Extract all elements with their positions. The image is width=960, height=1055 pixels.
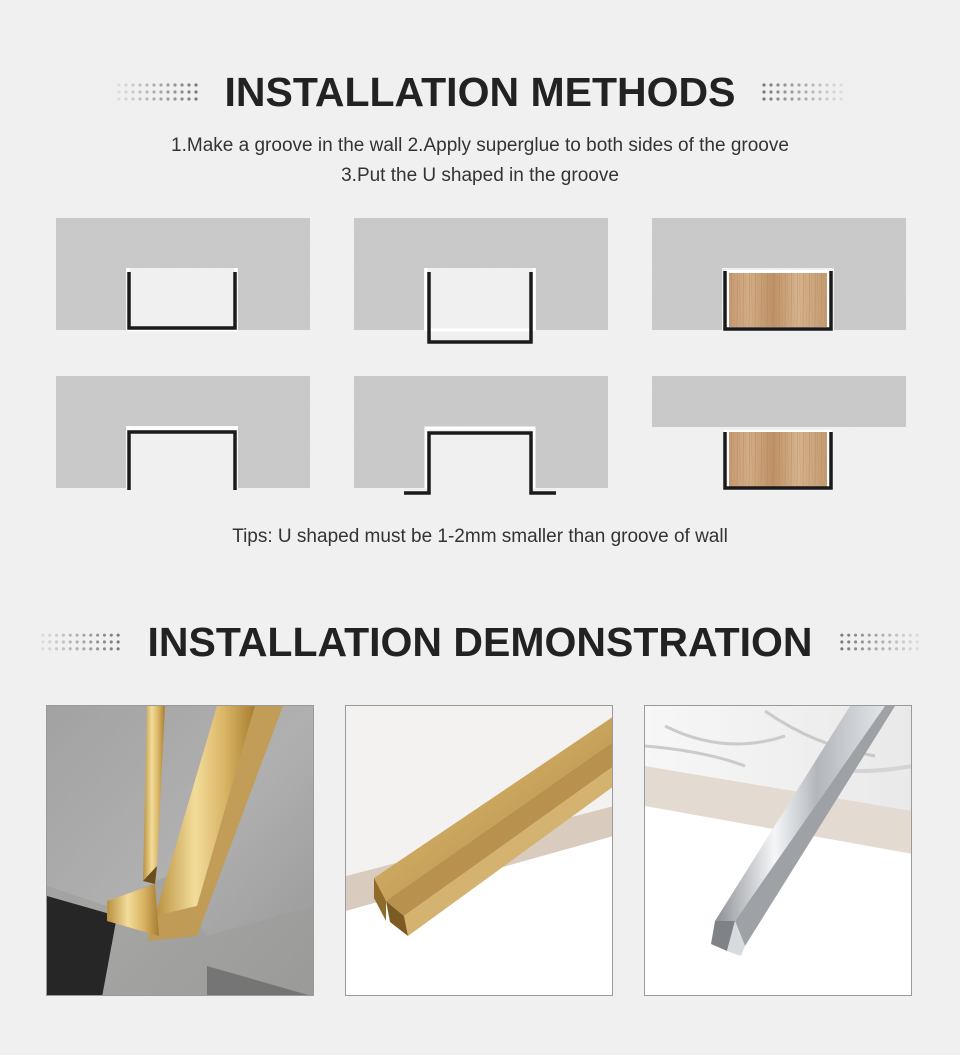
dots-decoration-icon <box>39 631 123 653</box>
demonstration-title: INSTALLATION DEMONSTRATION <box>147 618 813 665</box>
dots-decoration-icon <box>837 631 921 653</box>
demonstration-header <box>0 618 960 666</box>
methods-description: 1.Make a groove in the wall 2.Apply superglue to both sides of the groove 3.Put the U shaped in the groove <box>171 135 789 186</box>
dots-decoration-icon <box>115 81 201 103</box>
methods-header <box>0 68 960 116</box>
photo-brushed-gold-u-profile <box>345 705 613 996</box>
photo-gold-trim-grey-marble <box>46 705 314 996</box>
step-insert-u-profile <box>652 218 906 343</box>
dots-decoration-icon <box>759 81 845 103</box>
step-groove <box>56 218 310 343</box>
step-groove-inverted <box>56 376 310 501</box>
step-flanged-profile <box>354 376 608 501</box>
step-apply-glue <box>354 218 608 343</box>
methods-title: INSTALLATION METHODS <box>224 68 736 115</box>
photo-mirror-silver-u-profile <box>644 705 912 996</box>
step-profile-with-wood <box>652 376 906 501</box>
tips-text: Tips: U shaped must be 1-2mm smaller than groove of wall <box>232 526 728 547</box>
